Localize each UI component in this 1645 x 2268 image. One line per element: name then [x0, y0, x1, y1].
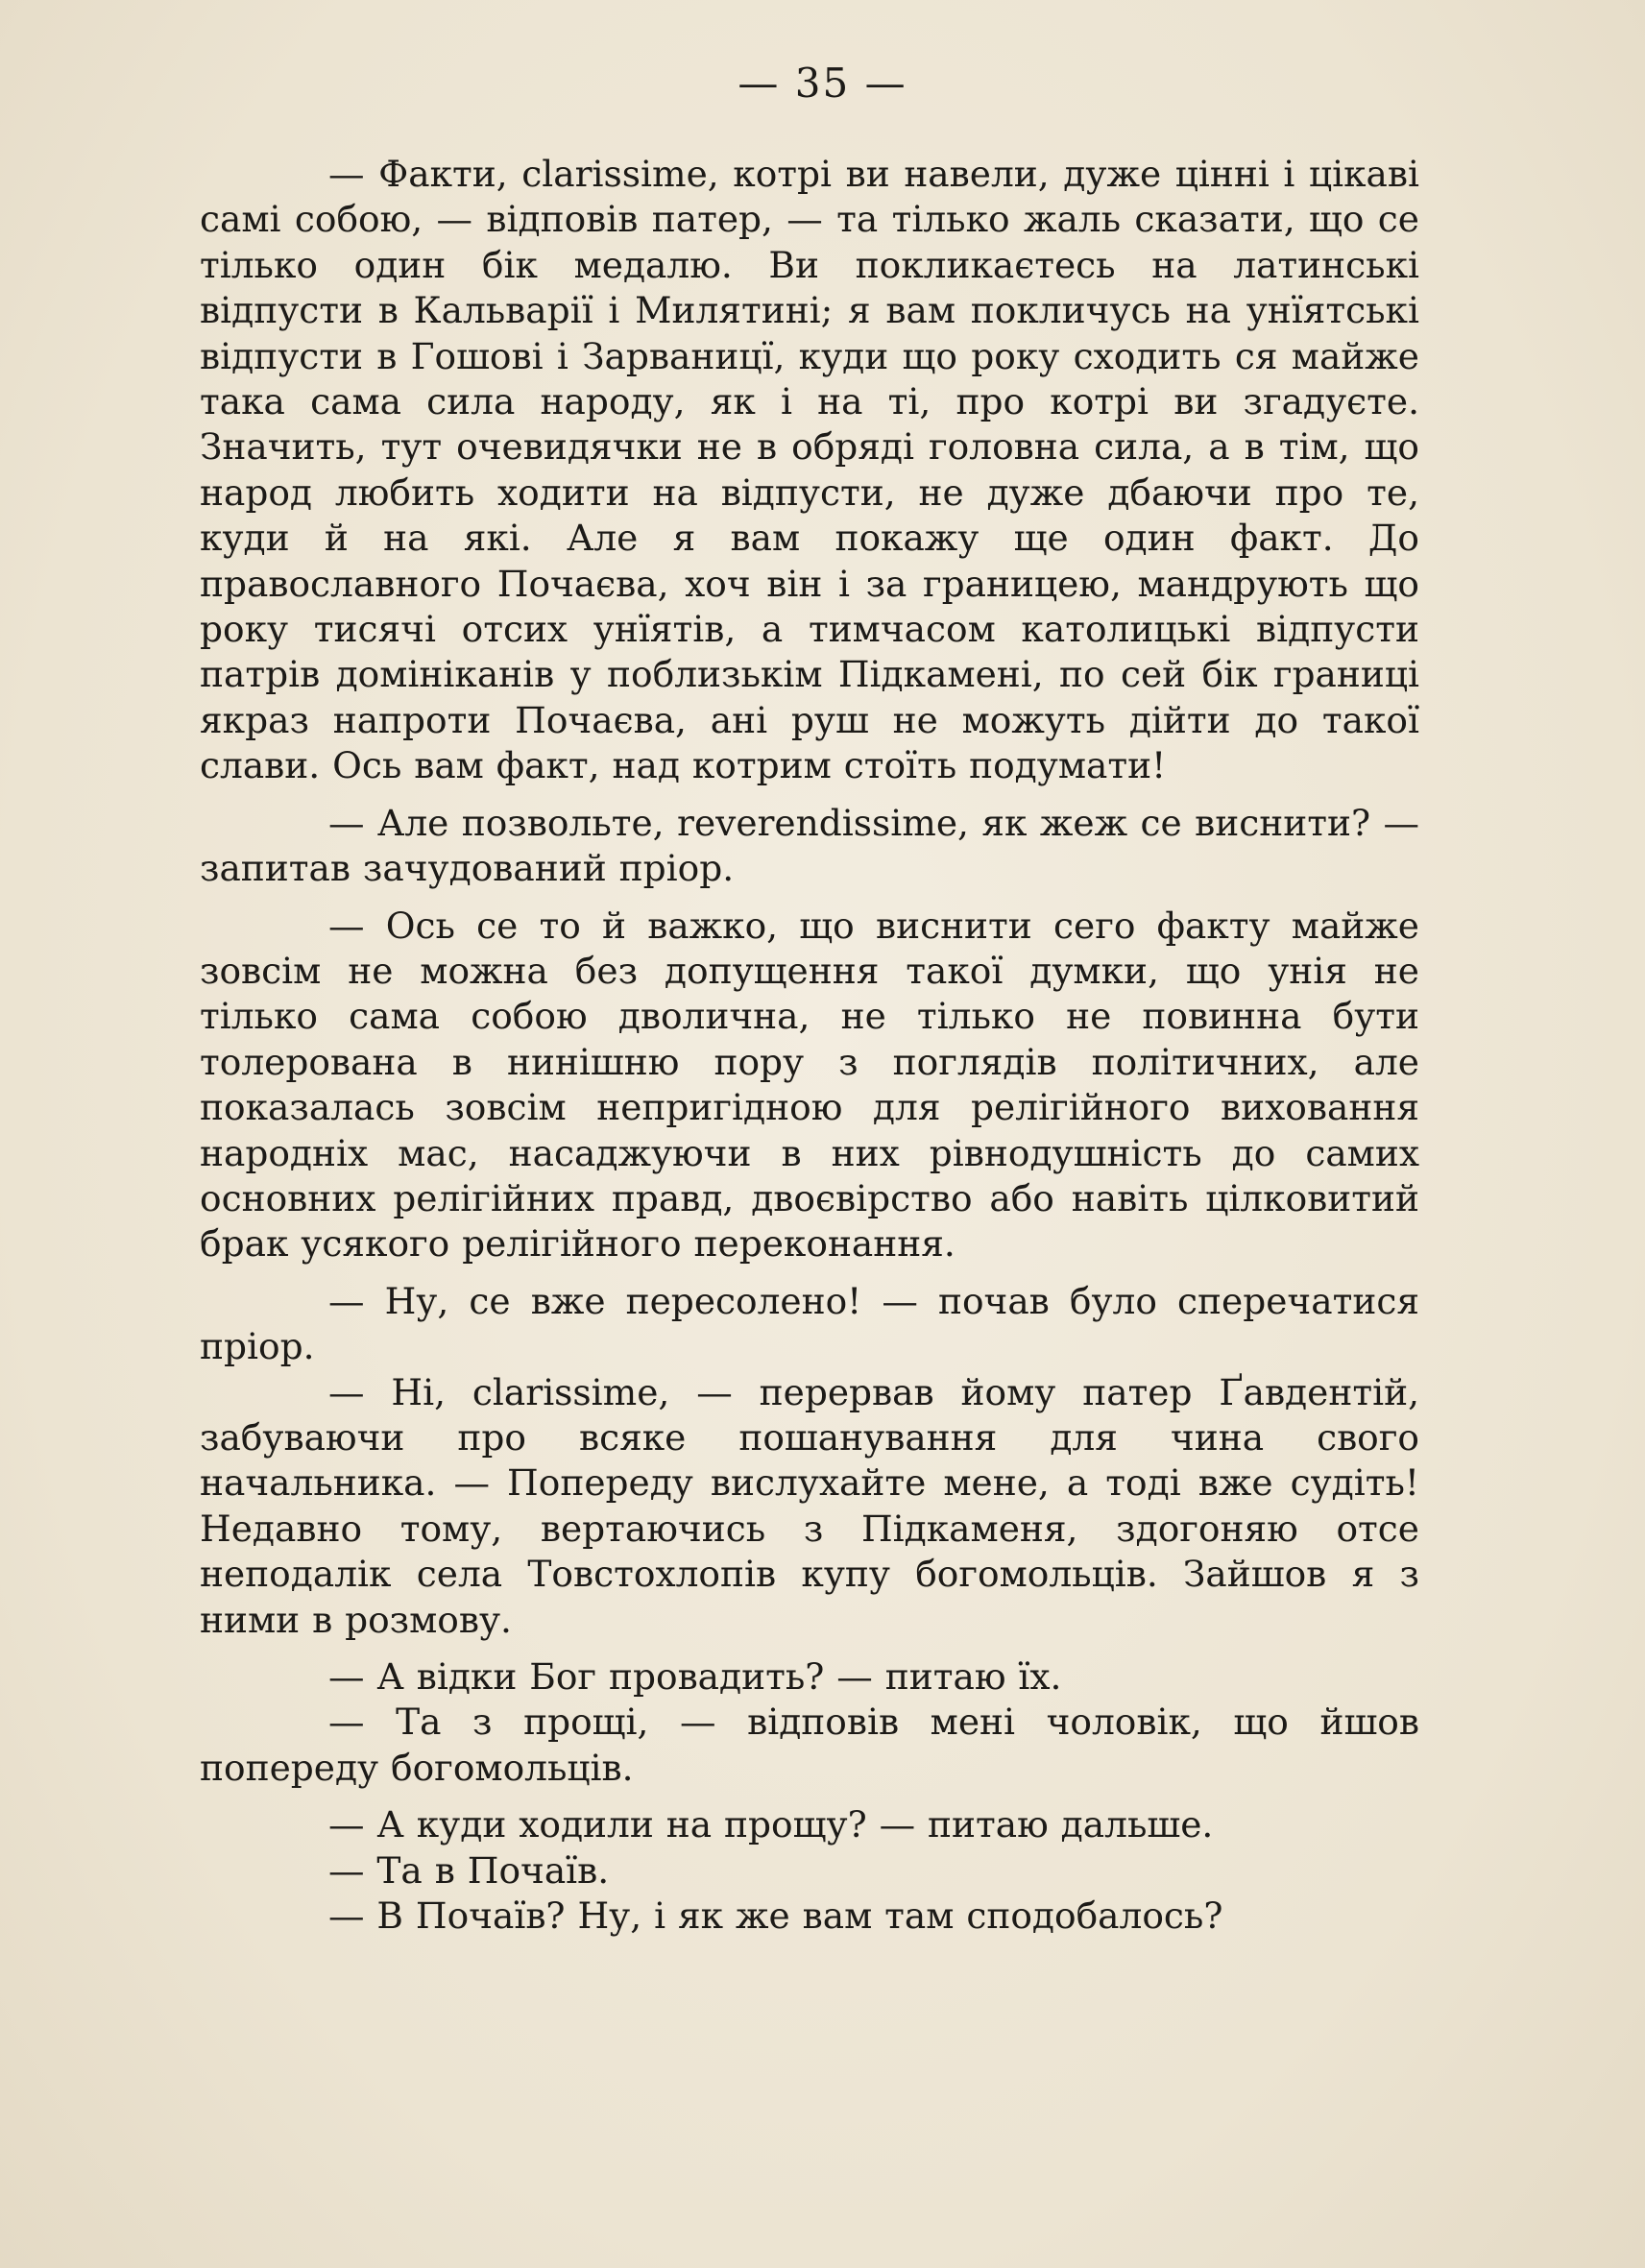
paragraph: — А куди ходили на прощу? — питаю дальше. [328, 1803, 1214, 1846]
paragraph: — Та з прощі, — відповів мені чоловік, що йшов попереду богомольців. [200, 1701, 1419, 1789]
paragraph: — Факти, clarissime, котрі ви навели, дуже цінні і цікаві самі собою, — відповів патер, — та тілько жаль сказати, що се тілько один бік медалю. Ви покликаєтесь на латинські відпусти в Кальварії і Милятині; я вам покличусь на унїятські відпусти в Гошові і Зарваницї, куди що року сходить ся майже така сама сила народу, як і на ті, про котрі ви згадуєте. Значить, тут очевидячки не в обряді головна сила, а в тім, що народ любить ходити на відпусти, не дуже дбаючи про те, куди й на які. Але я вам покажу ще один факт. До православного Почаєва, хоч він і за границею, мандрують що року тисячі отсих унїятів, а тимчасом католицькі відпусти патрів домініканів у поблизькім Підкамені, по сей бік границі якраз напроти Почаєва, ані руш не можуть дійти до такої слави. Ось вам факт, над котрим стоїть подумати! [200, 153, 1419, 787]
paragraph: — А відки Бог провадить? — питаю їх. [328, 1655, 1062, 1698]
page-number: — 35 — [738, 60, 907, 107]
paragraph: — В Почаїв? Ну, і як же вам там сподобалось? [328, 1894, 1223, 1938]
paragraph: — Але позвольте, reverendissime, як жеж се виснити? — запитав зачудований пріор. [200, 801, 1419, 890]
paragraph: — Ні, clarissime, — перервав йому патер Ґавдентій, забуваючи про всяке пошанування для чина свого начальника. — Попереду вислухайте мене, а тоді вже судіть! Недавно тому, вертаючись з Підкаменя, здогоняю отсе неподалік села Товстохлопів купу богомольців. Зайшов я з ними в розмову. [200, 1370, 1419, 1641]
page-text [200, 152, 1419, 1939]
paragraph: — Та в Почаїв. [328, 1848, 610, 1892]
paragraph: — Ну, се вже пересолено! — почав було сперечатися пріор. [200, 1279, 1419, 1368]
paragraph: — Ось се то й важко, що виснити сего факту майже зовсім не можна без допущення такої думки, що унія не тілько сама собою дволична, не тілько не повинна бути толерована в нинішню пору з поглядів політичних, але показалась зовсім непригідною для релігійного виховання народніх мас, насаджуючи в них рівнодушність до самих основних релігійних правд, двоєвірство або навіть цілковитий брак усякого релігійного переконання. [200, 904, 1419, 1266]
